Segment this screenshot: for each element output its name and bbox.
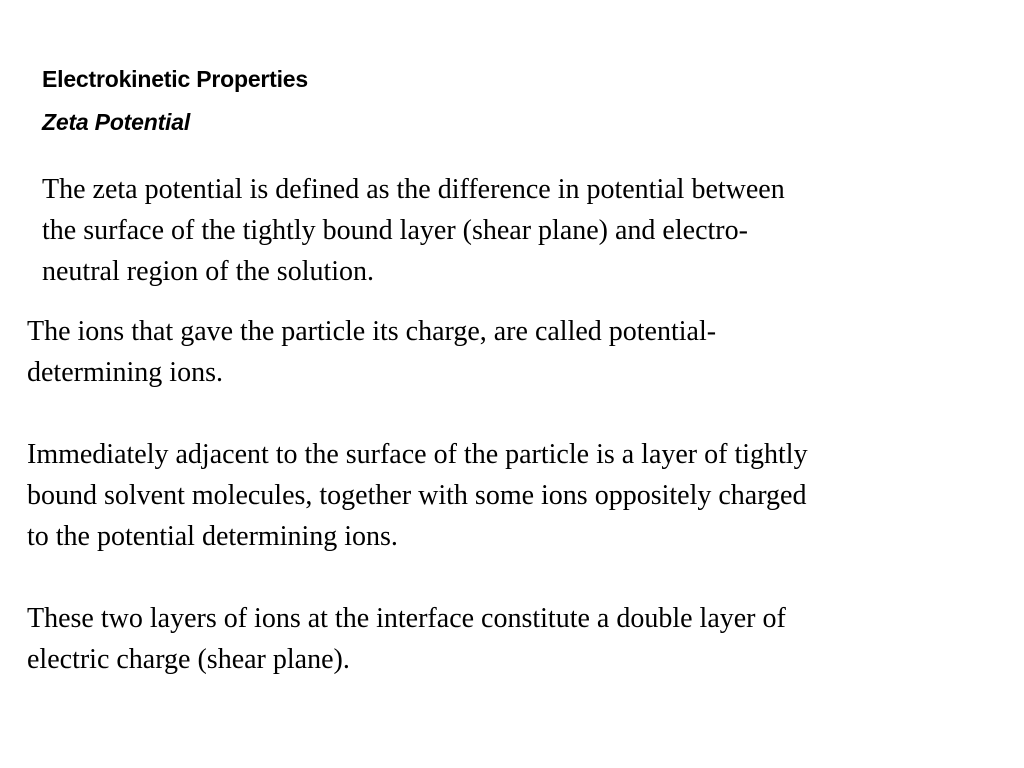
intro-line: the surface of the tightly bound layer (shear plane) and electro- (42, 215, 748, 246)
paragraph-double-layer (27, 598, 1002, 680)
paragraph-line: electric charge (shear plane). (27, 644, 350, 675)
paragraph-line: determining ions. (27, 357, 223, 388)
paragraph-line: to the potential determining ions. (27, 521, 398, 552)
paragraph-line: The ions that gave the particle its charge, are called potential- (27, 316, 717, 347)
intro-line: The zeta potential is defined as the difference in potential between (42, 174, 785, 205)
paragraph-potential-determining-ions (27, 311, 1002, 393)
paragraph-line: Immediately adjacent to the surface of the particle is a layer of tightly (27, 439, 808, 470)
paragraph-line: bound solvent molecules, together with some ions oppositely charged (27, 480, 807, 511)
slide-subtitle: Zeta Potential (42, 109, 191, 135)
slide-heading (42, 58, 308, 144)
paragraph-line: These two layers of ions at the interface constitute a double layer of (27, 603, 786, 634)
intro-paragraph (42, 169, 992, 292)
paragraph-bound-layer (27, 434, 1002, 557)
body-text (27, 311, 1002, 721)
intro-line: neutral region of the solution. (42, 256, 375, 287)
slide-title: Electrokinetic Properties (42, 66, 308, 92)
